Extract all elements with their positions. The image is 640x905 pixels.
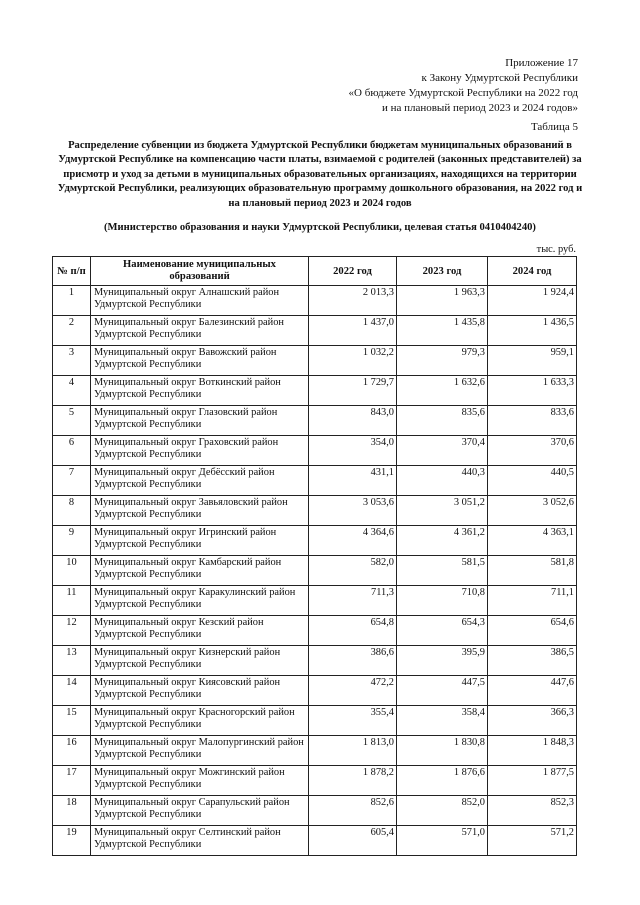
value-2022: 355,4 <box>309 706 397 736</box>
value-2023: 710,8 <box>397 586 488 616</box>
value-2024: 581,8 <box>488 556 577 586</box>
value-2022: 852,6 <box>309 796 397 826</box>
value-2023: 835,6 <box>397 406 488 436</box>
municipality-name: Муниципальный округ Селтинский район Удмуртской Республики <box>91 826 309 856</box>
value-2024: 1 924,4 <box>488 286 577 316</box>
table-row <box>53 556 577 586</box>
row-number: 13 <box>53 646 91 676</box>
value-2024: 366,3 <box>488 706 577 736</box>
row-number: 16 <box>53 736 91 766</box>
value-2023: 440,3 <box>397 466 488 496</box>
municipality-name: Муниципальный округ Воткинский район Удмуртской Республики <box>91 376 309 406</box>
value-2022: 1 032,2 <box>309 346 397 376</box>
table-row <box>53 466 577 496</box>
table-row <box>53 316 577 346</box>
municipality-name: Муниципальный округ Малопургинский район Удмуртской Республики <box>91 736 309 766</box>
column-header-name: Наименование муниципальных образований <box>91 257 309 286</box>
table-row <box>53 376 577 406</box>
value-2023: 571,0 <box>397 826 488 856</box>
municipality-name: Муниципальный округ Можгинский район Удмуртской Республики <box>91 766 309 796</box>
value-2023: 581,5 <box>397 556 488 586</box>
value-2022: 1 729,7 <box>309 376 397 406</box>
row-number: 9 <box>53 526 91 556</box>
value-2023: 395,9 <box>397 646 488 676</box>
municipality-name: Муниципальный округ Кизнерский район Удмуртской Республики <box>91 646 309 676</box>
value-2024: 654,6 <box>488 616 577 646</box>
row-number: 3 <box>53 346 91 376</box>
appendix-budget-line: «О бюджете Удмуртской Республики на 2022 год <box>348 87 578 99</box>
row-number: 15 <box>53 706 91 736</box>
document-subtitle: (Министерство образования и науки Удмуртской Республики, целевая статья 0410404240) <box>104 222 536 233</box>
value-2024: 370,6 <box>488 436 577 466</box>
value-2022: 1 813,0 <box>309 736 397 766</box>
subsidy-table <box>52 256 577 856</box>
table-row <box>53 736 577 766</box>
table-row <box>53 706 577 736</box>
appendix-number: Приложение 17 <box>505 57 578 69</box>
municipality-name: Муниципальный округ Красногорский район Удмуртской Республики <box>91 706 309 736</box>
value-2024: 440,5 <box>488 466 577 496</box>
column-header-2022: 2022 год <box>309 257 397 286</box>
municipality-name: Муниципальный округ Сарапульский район Удмуртской Республики <box>91 796 309 826</box>
value-2023: 852,0 <box>397 796 488 826</box>
municipality-name: Муниципальный округ Дебёсский район Удмуртской Республики <box>91 466 309 496</box>
value-2022: 2 013,3 <box>309 286 397 316</box>
row-number: 14 <box>53 676 91 706</box>
table-row <box>53 676 577 706</box>
row-number: 19 <box>53 826 91 856</box>
row-number: 8 <box>53 496 91 526</box>
value-2024: 1 633,3 <box>488 376 577 406</box>
value-2022: 1 437,0 <box>309 316 397 346</box>
table-number: Таблица 5 <box>530 121 578 133</box>
value-2023: 1 632,6 <box>397 376 488 406</box>
value-2023: 358,4 <box>397 706 488 736</box>
row-number: 5 <box>53 406 91 436</box>
municipality-name: Муниципальный округ Кезский район Удмуртской Республики <box>91 616 309 646</box>
table-row <box>53 436 577 466</box>
row-number: 7 <box>53 466 91 496</box>
value-2024: 571,2 <box>488 826 577 856</box>
value-2024: 711,1 <box>488 586 577 616</box>
value-2024: 1 848,3 <box>488 736 577 766</box>
municipality-name: Муниципальный округ Завьяловский район Удмуртской Республики <box>91 496 309 526</box>
value-2024: 4 363,1 <box>488 526 577 556</box>
table-row <box>53 286 577 316</box>
municipality-name: Муниципальный округ Глазовский район Удмуртской Республики <box>91 406 309 436</box>
value-2024: 386,5 <box>488 646 577 676</box>
municipality-name: Муниципальный округ Алнашский район Удмуртской Республики <box>91 286 309 316</box>
table-row <box>53 406 577 436</box>
column-header-number: № п/п <box>53 257 91 286</box>
row-number: 1 <box>53 286 91 316</box>
value-2024: 1 877,5 <box>488 766 577 796</box>
value-2022: 711,3 <box>309 586 397 616</box>
value-2024: 833,6 <box>488 406 577 436</box>
value-2022: 431,1 <box>309 466 397 496</box>
appendix-header <box>318 56 578 135</box>
appendix-law-line: к Закону Удмуртской Республики <box>421 72 578 84</box>
table-body <box>53 286 577 856</box>
value-2023: 1 435,8 <box>397 316 488 346</box>
value-2023: 1 963,3 <box>397 286 488 316</box>
value-2022: 582,0 <box>309 556 397 586</box>
units-label: тыс. руб. <box>536 244 576 255</box>
table-row <box>53 796 577 826</box>
value-2022: 1 878,2 <box>309 766 397 796</box>
municipality-name: Муниципальный округ Камбарский район Удмуртской Республики <box>91 556 309 586</box>
value-2022: 472,2 <box>309 676 397 706</box>
table-row <box>53 826 577 856</box>
value-2022: 4 364,6 <box>309 526 397 556</box>
table-row <box>53 346 577 376</box>
value-2022: 3 053,6 <box>309 496 397 526</box>
value-2023: 1 876,6 <box>397 766 488 796</box>
row-number: 10 <box>53 556 91 586</box>
value-2024: 3 052,6 <box>488 496 577 526</box>
table-row <box>53 496 577 526</box>
row-number: 12 <box>53 616 91 646</box>
value-2023: 370,4 <box>397 436 488 466</box>
value-2023: 1 830,8 <box>397 736 488 766</box>
row-number: 6 <box>53 436 91 466</box>
row-number: 11 <box>53 586 91 616</box>
table-row <box>53 616 577 646</box>
municipality-name: Муниципальный округ Киясовский район Удмуртской Республики <box>91 676 309 706</box>
value-2024: 447,6 <box>488 676 577 706</box>
value-2022: 843,0 <box>309 406 397 436</box>
value-2022: 354,0 <box>309 436 397 466</box>
municipality-name: Муниципальный округ Игринский район Удмуртской Республики <box>91 526 309 556</box>
value-2022: 654,8 <box>309 616 397 646</box>
column-header-2024: 2024 год <box>488 257 577 286</box>
value-2024: 852,3 <box>488 796 577 826</box>
table-row <box>53 586 577 616</box>
value-2023: 979,3 <box>397 346 488 376</box>
municipality-name: Муниципальный округ Каракулинский район Удмуртской Республики <box>91 586 309 616</box>
value-2024: 959,1 <box>488 346 577 376</box>
value-2023: 4 361,2 <box>397 526 488 556</box>
value-2024: 1 436,5 <box>488 316 577 346</box>
value-2022: 386,6 <box>309 646 397 676</box>
row-number: 18 <box>53 796 91 826</box>
table-row <box>53 646 577 676</box>
table-row <box>53 766 577 796</box>
table-header-row <box>53 257 577 286</box>
value-2023: 654,3 <box>397 616 488 646</box>
row-number: 2 <box>53 316 91 346</box>
municipality-name: Муниципальный округ Вавожский район Удмуртской Республики <box>91 346 309 376</box>
column-header-2023: 2023 год <box>397 257 488 286</box>
municipality-name: Муниципальный округ Балезинский район Удмуртской Республики <box>91 316 309 346</box>
row-number: 17 <box>53 766 91 796</box>
value-2023: 447,5 <box>397 676 488 706</box>
row-number: 4 <box>53 376 91 406</box>
document-title: Распределение субвенции из бюджета Удмуртской Республики бюджетам муниципальных образований в Удмуртской Республике на компенсацию части платы, взимаемой с родителей (законных представителей) за присмотр и уход за детьми в муниципальных образовательных организациях, находящихся на территории Удмуртской Республики, реализующих образовательную программу дошкольного образования, на 2022 год и на плановый период 2023 и 2024 годов <box>57 140 583 209</box>
municipality-name: Муниципальный округ Граховский район Удмуртской Республики <box>91 436 309 466</box>
value-2022: 605,4 <box>309 826 397 856</box>
value-2023: 3 051,2 <box>397 496 488 526</box>
appendix-period-line: и на плановый период 2023 и 2024 годов» <box>381 102 578 114</box>
table-row <box>53 526 577 556</box>
